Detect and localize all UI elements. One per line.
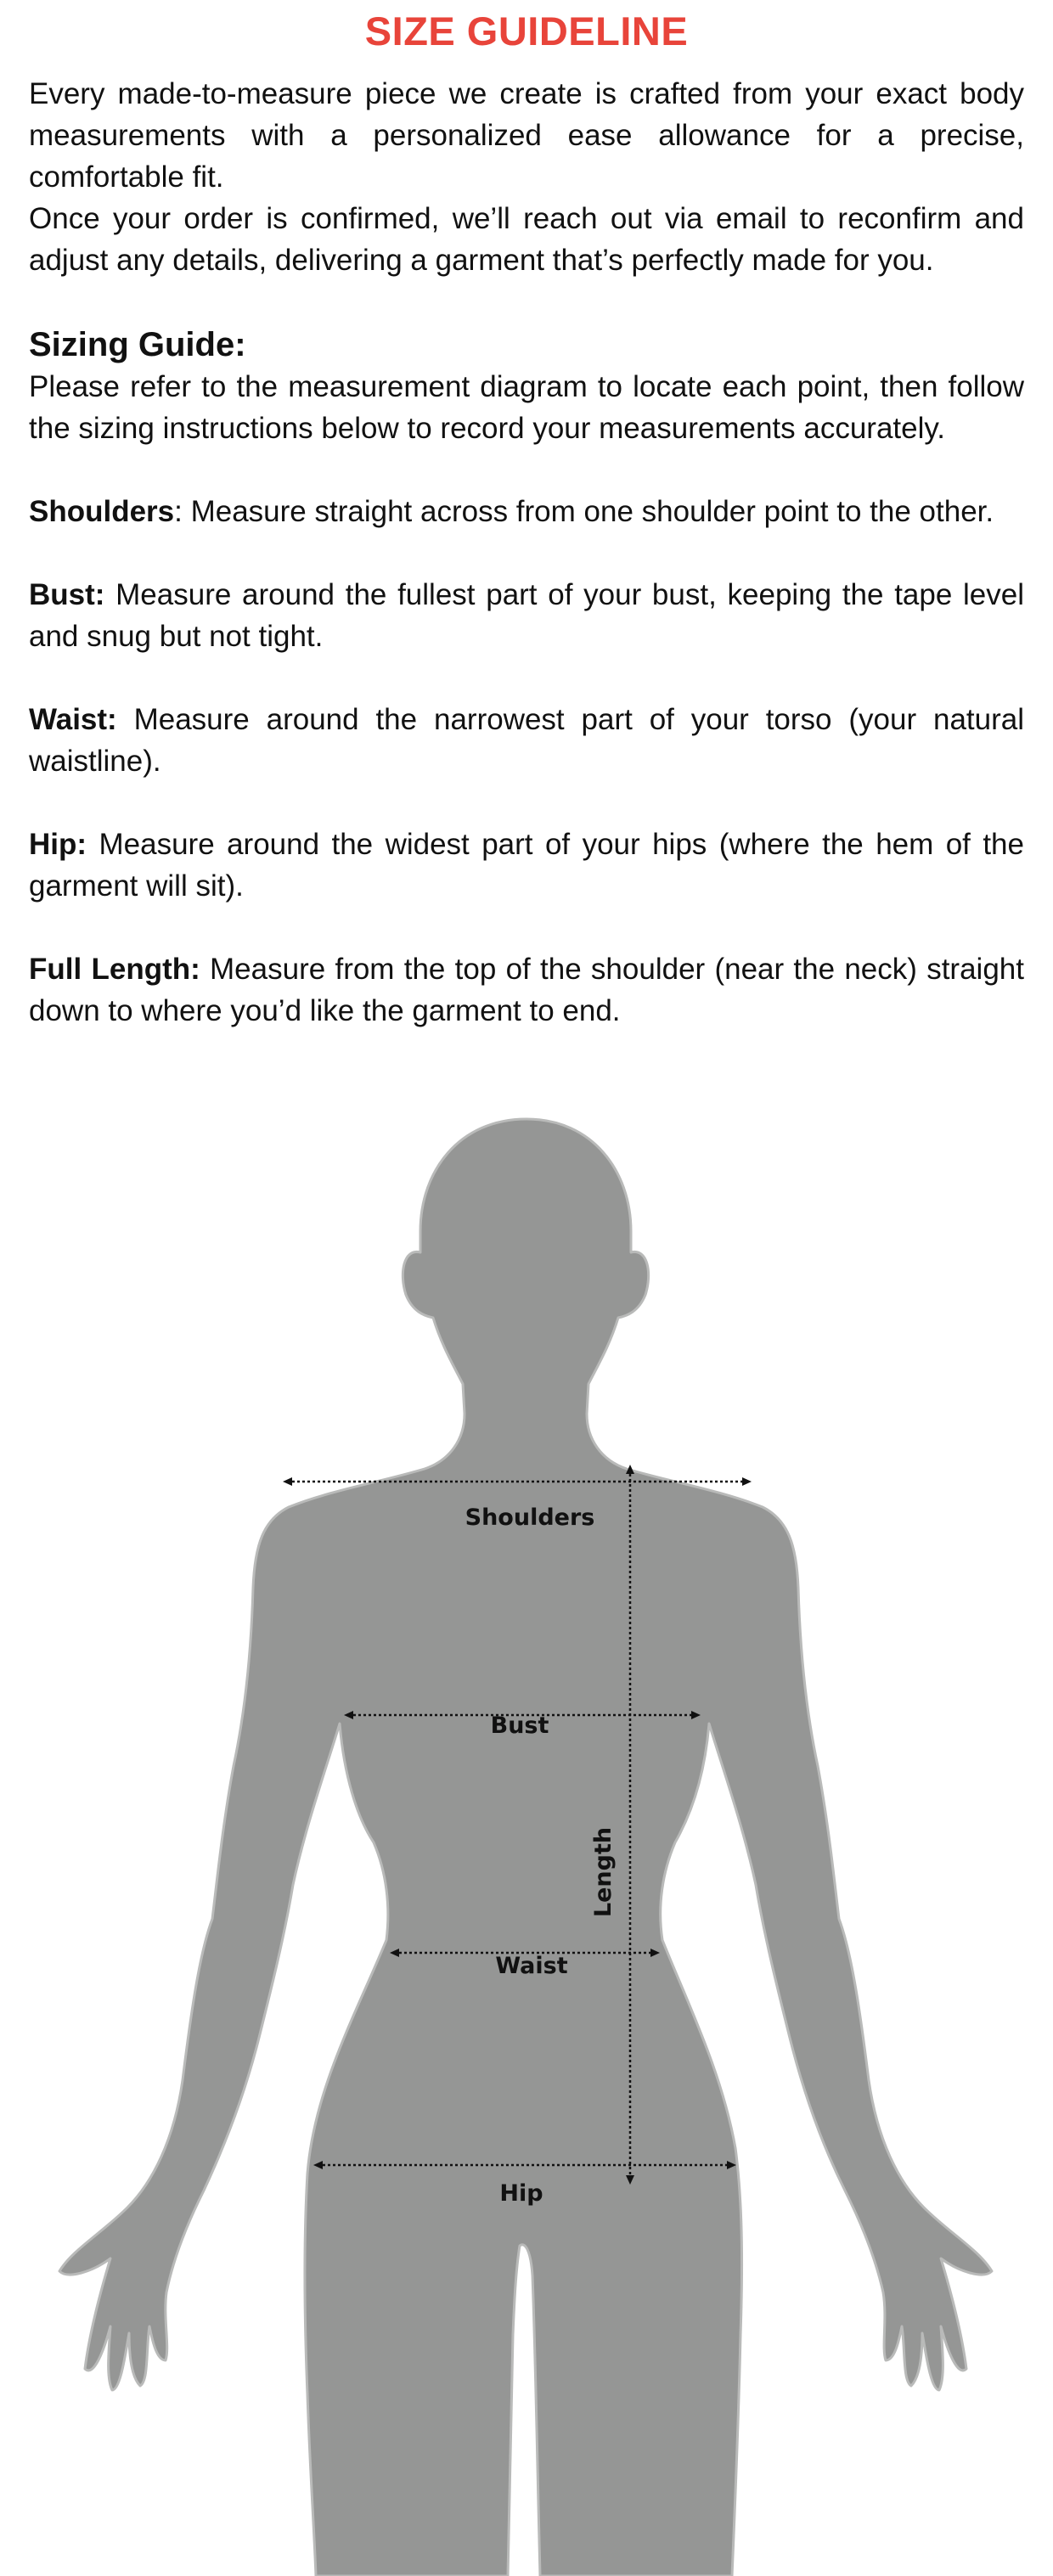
instruction-full-length-label: Full Length: [29, 953, 200, 986]
instruction-hip-separator [87, 828, 99, 861]
instruction-bust-text: Measure around the fullest part of your bust, keeping the tape level and snug but not tight. [29, 578, 1024, 653]
intro-paragraph-1: Every made-to-measure piece we create is crafted from your exact body measurements with a personalized ease allowance for a precise, comfortable fit. [29, 77, 1024, 194]
sizing-guide-description: Please refer to the measurement diagram to locate each point, then follow the sizing instructions below to record your measurements accurately. [29, 370, 1024, 445]
page-title: SIZE GUIDELINE [364, 8, 689, 53]
waist-label: Waist [495, 1953, 568, 1979]
instruction-bust-label: Bust: [29, 578, 105, 611]
instruction-bust-separator [104, 578, 115, 611]
instruction-hip-label: Hip: [29, 828, 87, 861]
instruction-waist-text: Measure around the narrowest part of your torso (your natural waistline). [29, 703, 1024, 778]
instruction-shoulders [29, 491, 1024, 532]
instruction-hip-text: Measure around the widest part of your hips (where the hem of the garment will sit). [29, 828, 1024, 903]
instruction-waist-label: Waist: [29, 703, 117, 736]
sizing-guide-heading: Sizing Guide: [29, 326, 246, 363]
bust-label: Bust [490, 1713, 549, 1739]
measurement-diagram-svg [0, 1104, 1053, 2576]
instruction-waist-separator [117, 703, 134, 736]
instruction-waist [29, 699, 1024, 782]
sizing-guide-section [29, 324, 1024, 1032]
instruction-hip [29, 824, 1024, 907]
instruction-full-length-separator [200, 953, 210, 986]
instruction-full-length-text: Measure from the top of the shoulder (near the neck) straight down to where you’d like the garment to end. [29, 953, 1024, 1027]
body-silhouette [59, 1119, 992, 2576]
length-label: Length [590, 1826, 617, 1918]
instruction-bust [29, 574, 1024, 657]
intro-paragraph-2: Once your order is confirmed, we’ll reach out via email to reconfirm and adjust any details, delivering a garment that’s perfectly made for you. [29, 202, 1024, 277]
shoulders-label: Shoulders [465, 1505, 595, 1531]
instruction-shoulders-label: Shoulders [29, 495, 175, 528]
instruction-shoulders-text: Measure straight across from one shoulder point to the other. [190, 495, 994, 528]
instruction-shoulders-separator: : [174, 495, 191, 528]
instruction-full-length [29, 948, 1024, 1032]
intro-section [29, 73, 1024, 281]
measurement-diagram [0, 1104, 1053, 2576]
hip-label: Hip [499, 2180, 543, 2207]
